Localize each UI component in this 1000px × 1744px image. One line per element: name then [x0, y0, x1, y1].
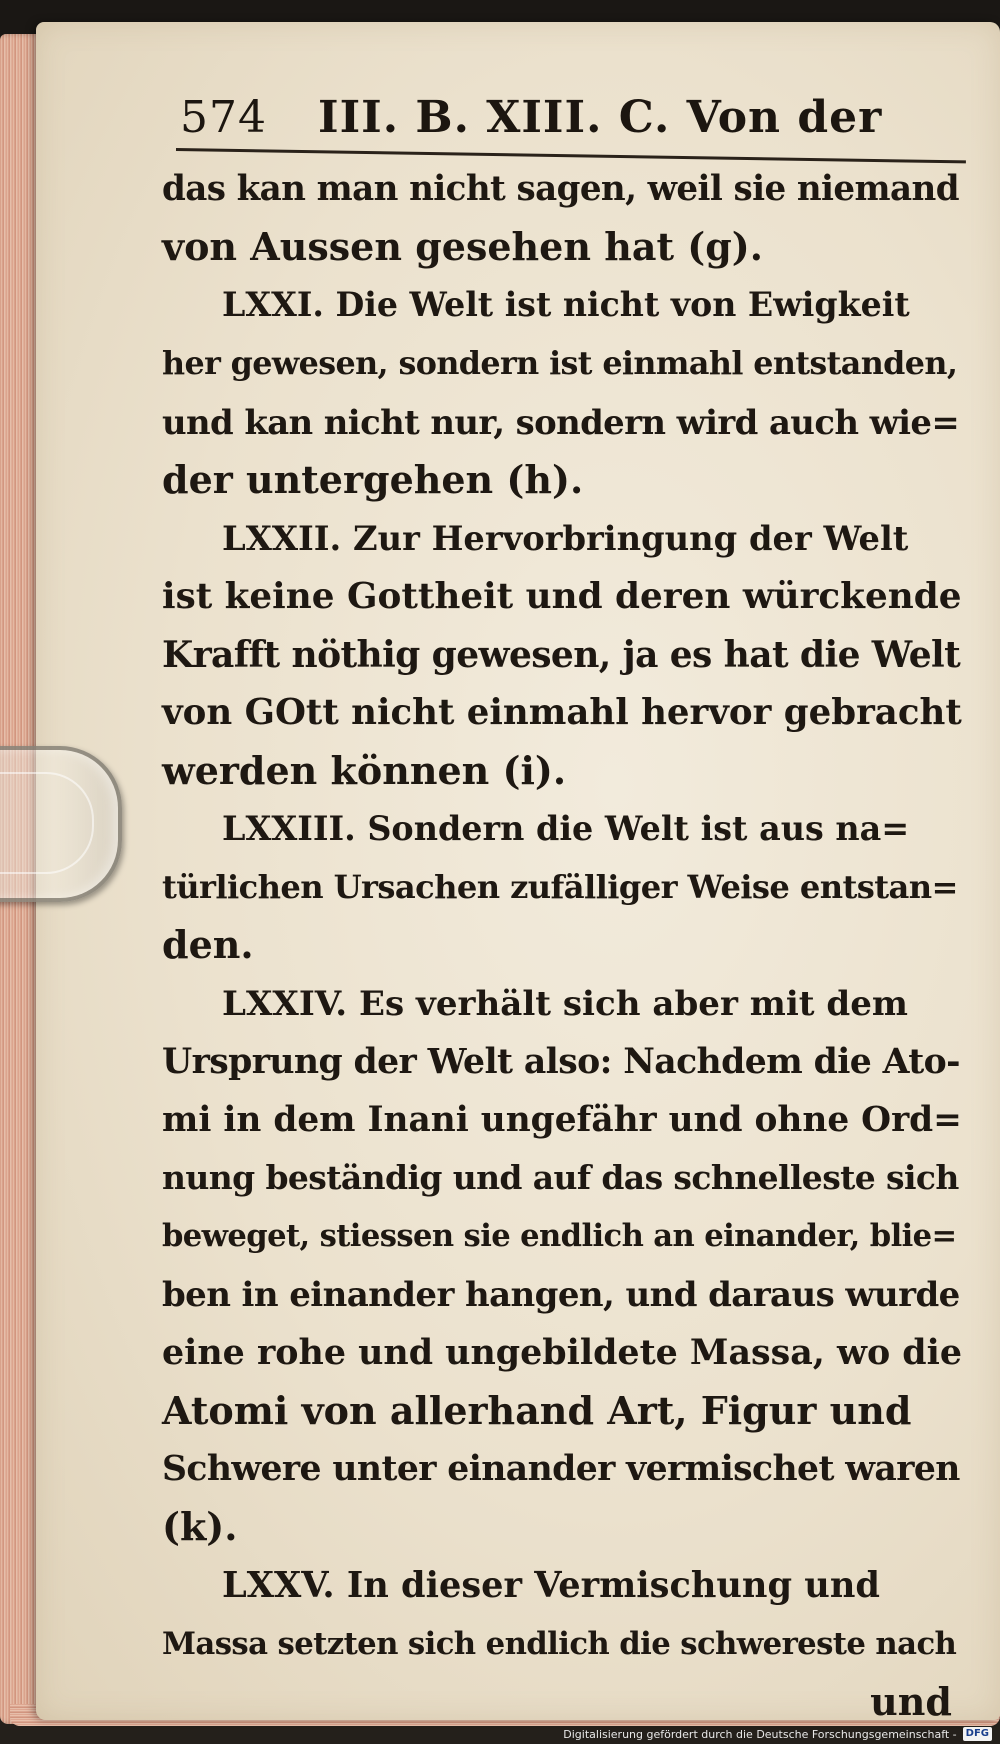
paragraph-lxxv: LXXV. In dieser Vermischung und [222, 1564, 880, 1606]
text-line: ist keine Gottheit und deren würckende [162, 575, 962, 618]
text-line: türlichen Ursachen zufälliger Weise entstan= [162, 868, 958, 907]
chapter-heading: III. B. XIII. C. Von der [318, 92, 883, 143]
text-line: der untergehen (h). [162, 456, 584, 502]
body-text [162, 160, 962, 1731]
paragraph-lxxiii: LXXIII. Sondern die Welt ist aus na= [222, 809, 910, 849]
catchword: und [870, 1678, 952, 1724]
text-line: von GOtt nicht einmahl hervor gebracht [162, 691, 962, 733]
text-line: Massa setzten sich endlich die schwereste nach [162, 1625, 957, 1662]
page-clip-highlight [0, 772, 94, 874]
text-line: eine rohe und ungebildete Massa, wo die [162, 1331, 963, 1373]
text-line: mi in dem Inani ungefähr und ohne Ord= [162, 1100, 962, 1140]
text-line: Schwere unter einander vermischet waren [162, 1449, 960, 1490]
text-line: Ursprung der Welt also: Nachdem die Ato- [162, 1040, 960, 1082]
running-head [180, 78, 960, 148]
text-line: beweget, stiessen sie endlich an einander, blie= [162, 1218, 957, 1255]
page-number: 574 [180, 92, 267, 143]
text-line: Atomi von allerhand Art, Figur und [162, 1387, 912, 1433]
dfg-logo: DFG [963, 1727, 992, 1741]
text-line: werden können (i). [162, 747, 567, 793]
text-line: nung beständig und auf das schnelleste sich [162, 1158, 959, 1198]
paragraph-lxxii: LXXII. Zur Hervorbringung der Welt [222, 518, 909, 559]
text-line: den. [162, 922, 254, 968]
text-line: das kan man nicht sagen, weil sie niemand [162, 169, 959, 209]
text-line: von Aussen gesehen hat (g). [162, 224, 763, 270]
text-line: und kan nicht nur, sondern wird auch wie= [162, 401, 960, 442]
text-line: ben in einander hangen, und daraus wurde [162, 1274, 960, 1315]
digitization-credit [563, 1726, 992, 1742]
paragraph-lxxiv: LXXIV. Es verhält sich aber mit dem [222, 983, 908, 1024]
credit-text: Digitalisierung gefördert durch die Deutsche Forschungsgemeinschaft - [563, 1727, 957, 1741]
paragraph-lxxi: LXXI. Die Welt ist nicht von Ewigkeit [222, 285, 910, 325]
page-clip [0, 746, 122, 902]
text-line: her gewesen, sondern ist einmahl entstanden, [162, 344, 958, 382]
text-line: Krafft nöthig gewesen, ja es hat die Welt [162, 633, 961, 676]
text-line: (k). [162, 1504, 238, 1550]
